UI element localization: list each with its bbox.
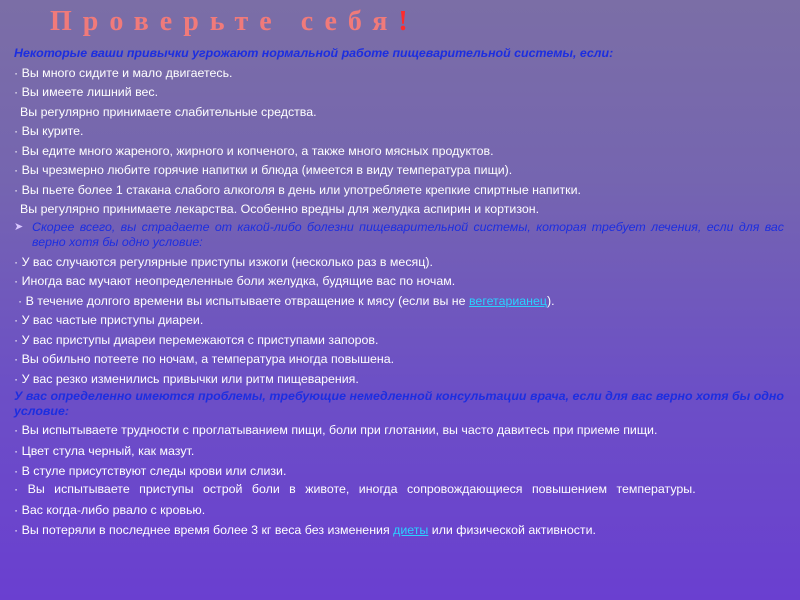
urgent-item: · Вы испытываете трудности с проглатыванием пищи, боли при глотании, вы часто давитесь при приеме пищи. [14, 423, 658, 437]
urgent-item: · В стуле присутствуют следы крови или слизи. [14, 463, 287, 478]
title-text: Проверьте себя [50, 6, 399, 37]
urgent-item: · Вы потеряли в последнее время более 3 кг веса без изменения диеты или физической активности. [14, 522, 596, 537]
habit-item: · Вы имеете лишний вес. [14, 85, 159, 99]
symptom-item: · В течение долгого времени вы испытываете отвращение к мясу (если вы не вегетарианец). [18, 293, 555, 308]
slide-title [50, 6, 408, 38]
symptom-item: · У вас случаются регулярные приступы изжоги (несколько раз в месяц). [14, 254, 433, 269]
habit-item: Вы регулярно принимаете лекарства. Особенно вредны для желудка аспирин и кортизон. [20, 202, 540, 216]
urgent-item: · Вы испытываете приступы острой боли в животе, иногда сопровождающиеся повышением температуры. [14, 482, 696, 496]
symptom-item: · Иногда вас мучают неопределенные боли желудка, будящие вас по ночам. [14, 274, 456, 288]
symptom-item: · У вас частые приступы диареи. [14, 313, 204, 327]
habit-item: · Вы много сидите и мало двигаетесь. [14, 65, 233, 80]
habit-item: · Вы пьете более 1 стакана слабого алкоголя в день или употребляете крепкие спиртные напитки. [14, 182, 581, 197]
symptom-item: · У вас приступы диареи перемежаются с приступами запоров. [14, 332, 379, 347]
title-exclamation: ! [398, 6, 408, 37]
habit-item: · Вы чрезмерно любите горячие напитки и блюда (имеется в виду температура пищи). [14, 163, 513, 177]
diet-link[interactable]: диеты [393, 522, 429, 537]
habit-item: · Вы курите. [14, 124, 84, 138]
urgent-item: · Цвет стула черный, как мазут. [14, 444, 195, 458]
habit-item: · Вы едите много жареного, жирного и копченого, а также много мясных продуктов. [14, 143, 494, 158]
arrow-bullet-icon: ➤ [14, 220, 24, 233]
symptom-item: · У вас резко изменились привычки или ритм пищеварения. [14, 371, 359, 386]
section3-heading: У вас определенно имеются проблемы, требующие немедленной консультации врача, если для вас верно хотя бы одно условие: [14, 389, 784, 418]
section2-heading: ➤ Скорее всего, вы страдаете от какой-либо болезни пищеварительной системы, которая требует лечения, если для вас верно хотя бы одно условие: [14, 219, 784, 249]
slide-content [14, 44, 784, 540]
habit-item: Вы регулярно принимаете слабительные средства. [20, 104, 317, 119]
symptom-item: · Вы обильно потеете по ночам, а температура иногда повышена. [14, 352, 395, 366]
vegetarian-link[interactable]: вегетарианец [468, 293, 548, 308]
section1-heading: Некоторые ваши привычки угрожают нормальной работе пищеварительной системы, если: [14, 46, 614, 60]
urgent-item: · Вас когда-либо рвало с кровью. [14, 503, 206, 517]
